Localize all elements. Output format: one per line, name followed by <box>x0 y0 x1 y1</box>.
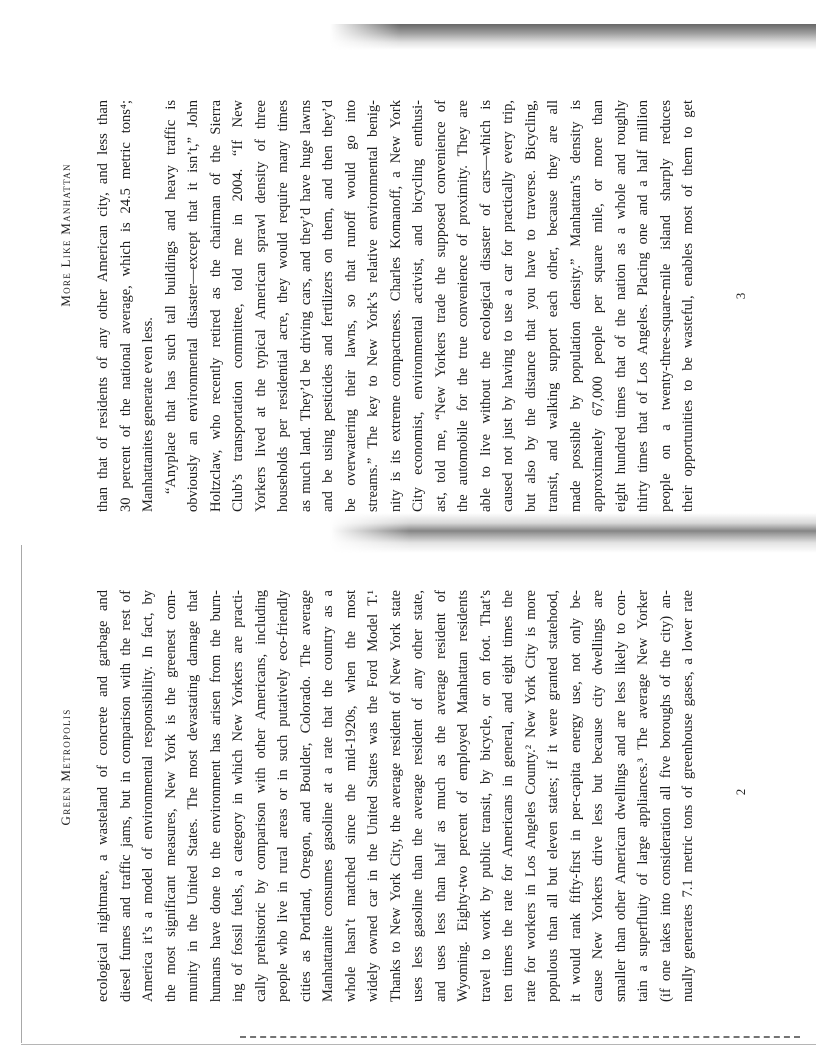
text-line: and uses less than half as much as the average resident of <box>432 590 449 1002</box>
text-line: widely owned car in the United States was the Ford Model T.¹ <box>365 590 381 1002</box>
text-line: Wyoming. Eighty-two percent of employed Manhattan residents <box>455 590 471 1002</box>
text-line: Manhattanites generate even less. <box>140 317 156 512</box>
text-line: nually generates 7.1 metric tons of greenhouse gases, a lower rate <box>680 590 696 1002</box>
text-line: people on a twenty-three-square-mile island sharply reduces <box>657 100 674 512</box>
bottom-page-edge <box>21 1044 816 1045</box>
right-page <box>40 90 780 530</box>
text-line: Thanks to New York City, the average resident of New York state <box>387 590 404 1002</box>
text-line: ecological nightmare, a wasteland of concrete and garbage and <box>95 590 111 1002</box>
bottom-scan-marks <box>240 1036 800 1038</box>
text-line: smaller than other American dwellings and are less likely to con- <box>612 590 629 1002</box>
text-line: approximately 67,000 people per square mile, or more than <box>590 100 606 512</box>
text-line: households per residential acre, they would require many times <box>275 100 291 512</box>
text-line: eight hundred times that of the nation as a whole and roughly <box>612 100 629 512</box>
text-line: Manhattanite consumes gasoline at a rate that the country as a <box>320 590 336 1002</box>
text-line: (if one takes into consideration all five boroughs of the city) an- <box>657 590 674 1002</box>
text-line: than that of residents of any other American city, and less than <box>95 100 111 512</box>
text-line: streams.” The key to New York’s relative environmental benig- <box>365 100 381 512</box>
text-line: people who live in rural areas or in such putatively eco-friendly <box>275 590 291 1002</box>
page-number: 2 <box>733 788 748 796</box>
body-text <box>92 100 700 512</box>
text-line: ast, told me, “New Yorkers trade the supposed convenience of <box>432 100 449 512</box>
text-line: City economist, environmental activist, and bicycling enthusi- <box>410 100 426 512</box>
text-line: made possible by population density.” Manhattan’s density is <box>567 100 584 512</box>
text-line: thirty times that of Los Angeles. Placing one and a half million <box>635 100 651 512</box>
text-line: caused not just by having to use a car for practically every trip, <box>500 100 516 512</box>
text-line: ten times the rate for Americans in general, and eight times the <box>500 590 516 1002</box>
running-head: Green Metropolis <box>58 708 73 826</box>
text-line: be overwatering their lawns, so that runoff would go into <box>342 100 359 512</box>
text-line: Yorkers lived at the typical American sprawl density of three <box>252 100 269 512</box>
text-line: “Anyplace that has such tall buildings and heavy traffic is <box>162 100 179 494</box>
text-line: obviously an environmental disaster—except that it isn’t,” John <box>185 100 201 512</box>
body-text <box>92 590 700 1002</box>
text-line: able to live without the ecological disaster of cars—which is <box>477 100 494 512</box>
text-line: uses less gasoline than the average resident of any other state, <box>410 590 426 1002</box>
left-page <box>40 580 780 1020</box>
text-line: Club’s transportation committee, told me in 2004. “If New <box>230 100 246 512</box>
book-top-edge-shadow <box>330 24 816 50</box>
text-line: tain a superfluity of large appliances.³ The average New Yorker <box>635 590 651 1002</box>
text-line: Holtzclaw, who recently retired as the chairman of the Sierra <box>207 100 224 512</box>
text-line: and be using pesticides and fertilizers on them, and then they’d <box>320 100 336 512</box>
running-head: More Like Manhattan <box>58 163 73 307</box>
text-line: nity is its extreme compactness. Charles Komanoff, a New York <box>387 100 404 512</box>
text-line: the automobile for the true convenience of proximity. They are <box>455 100 471 512</box>
page-edge-line <box>21 545 22 1043</box>
text-line: travel to work by public transit, by bicycle, or on foot. That’s <box>477 590 494 1002</box>
text-line: it would rank fifty-first in per-capita energy use, not only be- <box>567 590 584 1002</box>
text-line: as much land. They’d be driving cars, and they’d have huge lawns <box>297 100 314 512</box>
text-line: their opportunities to be wasteful, enables most of them to get <box>680 100 696 512</box>
page-number: 3 <box>733 292 748 300</box>
text-line: diesel fumes and traffic jams, but in comparison with the rest of <box>117 590 134 1002</box>
text-line: munity in the United States. The most devastating damage that <box>185 590 201 1002</box>
text-line: ing of fossil fuels, a category in which New Yorkers are practi- <box>230 590 246 1002</box>
text-line: humans have done to the environment has arisen from the burn- <box>207 590 224 1002</box>
text-line: cally prehistoric by comparison with other Americans, including <box>252 590 269 1002</box>
text-line: populous than all but eleven states; if it were granted statehood, <box>545 590 561 1002</box>
text-line: America it’s a model of environmental responsibility. In fact, by <box>140 590 156 1002</box>
text-line: cause New Yorkers drive less but because city dwellings are <box>590 590 606 1002</box>
text-line: cities as Portland, Oregon, and Boulder, Colorado. The average <box>297 590 314 1002</box>
text-line: 30 percent of the national average, which is 24.5 metric tons⁴; <box>117 100 134 512</box>
text-line: rate for workers in Los Angeles County.² New York City is more <box>522 590 539 1002</box>
text-line: whole hasn’t matched since the mid-1920s, when the most <box>342 590 359 1002</box>
text-line: but also by the distance that you have to traverse. Bicycling, <box>522 100 539 512</box>
text-line: the most significant measures, New York is the greenest com- <box>162 590 179 1002</box>
text-line: transit, and walking support each other, because they are all <box>545 100 561 512</box>
